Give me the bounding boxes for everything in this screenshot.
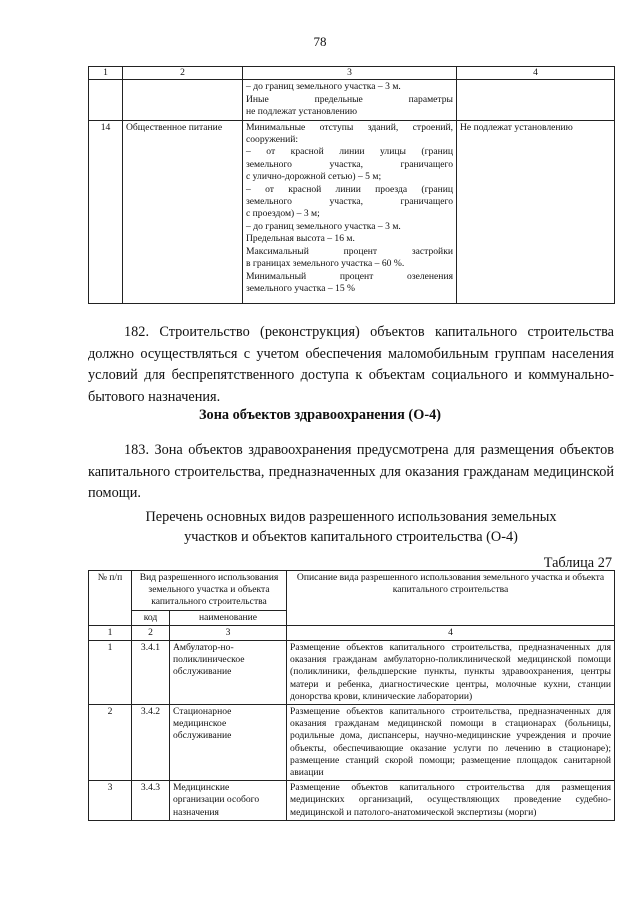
paragraph-183-text: 183. Зона объектов здравоохранения предусмотрена для размещения объектов капитального строительства, предназначенных для оказания гражданам медицинской помощи.	[88, 442, 614, 501]
page-number: 78	[313, 34, 327, 49]
row-number-cell	[89, 80, 123, 120]
row-description-cell: Размещение объектов капитального строительства для размещения медицинских организаций, осуществляющих проведение судебно-медицинской и патолого-анатомической экспертизы (морги)	[287, 781, 615, 821]
row-code-cell: 3.4.2	[132, 705, 170, 781]
section-heading: Зона объектов здравоохранения (О-4)	[199, 407, 441, 423]
description-line: – от красной линии проезда (границ	[246, 183, 453, 195]
table-row	[89, 781, 615, 821]
row-name-cell: Стационарное медицинское обслуживание	[170, 705, 287, 781]
description-line: – до границ земельного участка – 3 м.	[246, 81, 401, 93]
column-number: 1	[89, 67, 123, 80]
row-number-cell: 14	[89, 120, 123, 304]
row-name-cell: Общественное питание	[123, 120, 243, 304]
description-line: земельного участка, граничащего	[246, 158, 453, 170]
table-row	[89, 641, 615, 705]
column-number: 3	[170, 625, 287, 640]
row-description-cell	[243, 120, 457, 304]
row-description-cell	[243, 80, 457, 120]
header-number: № п/п	[89, 571, 132, 626]
column-number: 4	[457, 67, 615, 80]
list-title	[88, 507, 614, 547]
row-description-cell: Размещение объектов капитального строительства, предназначенных для оказания гражданам амбулаторно-поликлинической медицинской помощи (поликлиники, фельдшерские пункты, пункты здравоохранения, центры матери и ребенка, диагностические центры, молочные кухни, станции донорства крови, клинические лаборатории)	[287, 641, 615, 705]
table-row	[89, 120, 615, 304]
description-line: земельного участка, граничащего	[246, 196, 453, 208]
column-number: 1	[89, 625, 132, 640]
description-line: с улично-дорожной сетью) – 5 м;	[246, 171, 382, 183]
row-note-cell	[457, 80, 615, 120]
table-row	[89, 705, 615, 781]
continued-regulations-table	[88, 66, 615, 304]
row-note-cell: Не подлежат установлению	[457, 120, 615, 304]
row-name-cell	[123, 80, 243, 120]
table-header-row	[89, 571, 615, 611]
description-line: Максимальный процент застройки	[246, 245, 453, 257]
list-title-line: участков и объектов капитального строительства (О-4)	[184, 529, 518, 545]
row-description-cell: Размещение объектов капитального строительства, предназначенных для оказания гражданам медицинской помощи в стационарах (больницы, родильные дома, диспансеры, научно-медицинские учреждения и прочие объекты, обеспечивающие оказание услуги по лечению в стационаре); размещение станций скорой помощи; размещение площадок санитарной авиации	[287, 705, 615, 781]
row-code-cell: 3.4.3	[132, 781, 170, 821]
paragraph-182-text: 182. Строительство (реконструкция) объектов капитального строительства должно осуществляться с учетом обеспечения маломобильным группам населения условий для беспрепятственного доступа к объектам социального и коммунально-бытового назначения.	[88, 324, 614, 405]
description-line: Минимальные отступы зданий, строений,	[246, 121, 453, 133]
row-number-cell: 2	[89, 705, 132, 781]
description-line: Минимальный процент озеленения	[246, 270, 453, 282]
paragraph-182	[88, 322, 614, 408]
description-line: Иные предельные параметры	[246, 93, 453, 105]
table-header-row	[89, 67, 615, 80]
paragraph-183	[88, 440, 614, 505]
description-line: – от красной линии улицы (границ	[246, 146, 453, 158]
header-description: Описание вида разрешенного использования земельного участка и объекта капитального строительства	[287, 571, 615, 626]
permitted-use-table	[88, 570, 615, 821]
header-name: наименование	[170, 610, 287, 625]
row-name-cell: Амбулатор-но-поликлиническое обслуживание	[170, 641, 287, 705]
header-code: код	[132, 610, 170, 625]
description-line: Предельная высота – 16 м.	[246, 233, 355, 245]
column-number: 2	[123, 67, 243, 80]
column-number: 2	[132, 625, 170, 640]
row-number-cell: 1	[89, 641, 132, 705]
description-line: земельного участка – 15 %	[246, 282, 356, 294]
table-row-continued	[89, 80, 615, 120]
column-number: 3	[243, 67, 457, 80]
table-label: Таблица 27	[543, 555, 612, 571]
column-number: 4	[287, 625, 615, 640]
list-title-line: Перечень основных видов разрешенного использования земельных	[145, 509, 557, 525]
row-name-cell: Медицинские организации особого назначения	[170, 781, 287, 821]
row-code-cell: 3.4.1	[132, 641, 170, 705]
table-column-numbers-row	[89, 625, 615, 640]
description-line: – до границ земельного участка – 3 м.	[246, 220, 401, 232]
description-line: сооружений:	[246, 134, 299, 146]
header-kind: Вид разрешенного использования земельного участка и объекта капитального строительства	[132, 571, 287, 611]
description-line: в границах земельного участка – 60 %.	[246, 258, 405, 270]
description-line: не подлежат установлению	[246, 106, 358, 118]
description-line: с проездом) – 3 м;	[246, 208, 320, 220]
row-number-cell: 3	[89, 781, 132, 821]
